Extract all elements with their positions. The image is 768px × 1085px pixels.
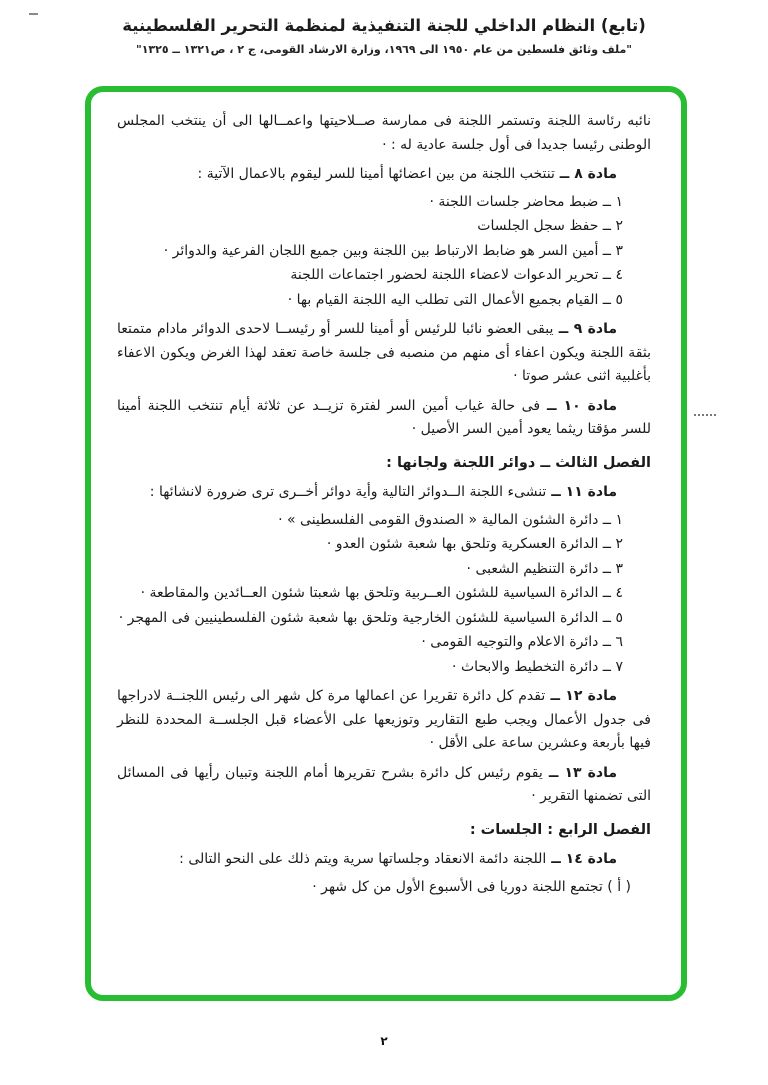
item-number: ٤ ــ <box>598 585 623 601</box>
item-number: ٣ ــ <box>598 560 623 577</box>
numbered-list-item: ٥ ــ الدائرة السياسية للشئون الخارجية وتلحق بها شعبة شئون الفلسطينيين فى المهجر · <box>118 609 623 626</box>
item-number: ٦ ــ <box>598 634 623 650</box>
numbered-list-item: ١ ــ ضبط محاضر جلسات اللجنة · <box>429 193 623 210</box>
item-number: ٢ ــ <box>598 218 623 234</box>
article-label: مادة ١١ ــ <box>546 484 617 500</box>
document-body <box>91 92 681 899</box>
numbered-list-item: ٤ ــ تحرير الدعوات لاعضاء اللجنة لحضور اجتماعات اللجنة <box>290 267 623 283</box>
chapter-heading: الفصل الرابع : الجلسات : <box>469 821 651 838</box>
body-paragraph: نائبه رئاسة اللجنة وتستمر اللجنة فى ممارسة صــلاحيتها واعمــالها الى أن ينتخب المجلس الوطنى رئيسا جديدا فى أول جلسة عادية له : · <box>117 113 651 153</box>
article-label: مادة ١٠ ــ <box>540 397 617 414</box>
scan-artifact-top-left <box>29 13 38 15</box>
article-label: مادة ١٢ ــ <box>545 688 618 704</box>
item-number: ٢ ــ <box>598 536 623 552</box>
item-number: ١ ــ <box>598 193 623 210</box>
article-paragraph: مادة ١٢ ــ تقدم كل دائرة تقريرا عن اعمالها مرة كل شهر الى رئيس اللجنــة لادراجها فى جدول الأعمال ويجب طبع التقارير وتوزيعها على الأعضاء قبل الجلســة المحددة للنظر فيها بأربعة وعشرين ساعة على الأقل · <box>117 688 651 751</box>
item-number: ٥ ــ <box>598 291 623 308</box>
numbered-list-item: ٢ ــ حفظ سجل الجلسات <box>477 218 623 234</box>
article-label: مادة ٩ ــ <box>553 321 617 337</box>
chapter-heading: الفصل الثالث ــ دوائر اللجنة ولجانها : <box>386 454 651 471</box>
article-paragraph: مادة ١٤ ــ اللجنة دائمة الانعقاد وجلساتها سرية ويتم ذلك على النحو التالى : <box>179 851 617 867</box>
article-label: مادة ١٤ ــ <box>546 851 617 867</box>
article-paragraph: مادة ١١ ــ تنشىء اللجنة الــدوائر التالية وأية دوائر أخــرى ترى ضرورة لانشائها : <box>149 484 617 500</box>
article-label: مادة ١٣ ــ <box>542 764 617 781</box>
numbered-list-item: ٥ ــ القيام بجميع الأعمال التى تطلب اليه اللجنة القيام بها · <box>287 291 623 308</box>
item-number: ( أ ) <box>602 878 631 895</box>
numbered-list-item: ٤ ــ الدائرة السياسية للشئون العــربية وتلحق بها شعبتا شئون العــائدين والمقاطعة · <box>140 585 623 601</box>
source-citation: "ملف وثائق فلسطين من عام ١٩٥٠ الى ١٩٦٩، وزارة الارشاد القومى، ج ٢ ، ص١٣٢١ ــ ١٣٢٥" <box>135 43 632 56</box>
lettered-sub-item: ( أ ) تجتمع اللجنة دوريا فى الأسبوع الأول من كل شهر · <box>312 878 631 895</box>
green-border-frame <box>85 86 687 1001</box>
numbered-list-item: ٦ ــ دائرة الاعلام والتوجيه القومى · <box>421 634 623 650</box>
item-number: ٥ ــ <box>598 609 623 626</box>
item-number: ٧ ــ <box>598 658 623 675</box>
document-title: (تابع) النظام الداخلي للجنة التنفيذية لمنظمة التحرير الفلسطينية <box>122 16 646 35</box>
article-paragraph: مادة ٨ ــ تنتخب اللجنة من بين اعضائها أمينا للسر ليقوم بالاعمال الآتية : <box>197 166 617 182</box>
scan-artifact-right-margin <box>694 414 716 416</box>
numbered-list-item: ٢ ــ الدائرة العسكرية وتلحق بها شعبة شئون العدو · <box>326 536 623 552</box>
numbered-list-item: ٧ ــ دائرة التخطيط والابحاث · <box>452 658 623 675</box>
numbered-list-item: ١ ــ دائرة الشئون المالية « الصندوق القومى الفلسطينى » · <box>278 511 623 528</box>
article-paragraph: مادة ١٣ ــ يقوم رئيس كل دائرة بشرح تقريرها أمام اللجنة وتبيان رأيها فى المسائل التى تضمنها التقرير · <box>117 764 651 804</box>
item-number: ١ ــ <box>598 511 623 528</box>
item-number: ٤ ــ <box>598 267 623 283</box>
page-header <box>0 16 768 56</box>
item-number: ٣ ــ <box>598 242 623 259</box>
numbered-list-item: ٣ ــ أمين السر هو ضابط الارتباط بين اللجنة وبين جميع اللجان الفرعية والدوائر · <box>163 242 623 259</box>
article-paragraph: مادة ١٠ ــ فى حالة غياب أمين السر لفترة تزيــد عن ثلاثة أيام تنتخب اللجنة أمينا للسر مؤقتا ريثما يعود أمين السر الأصيل · <box>117 397 651 437</box>
article-paragraph: مادة ٩ ــ يبقى العضو نائبا للرئيس أو أمينا للسر أو رئيســا لاحدى الدوائر مادام متمتعا بثقة اللجنة ويكون اعفاء أى منهم من منصبه فى جلسة خاصة تعقد لهذا الغرض ويكون الاعفاء بأغلبية اثنى عشر صوتا · <box>117 321 651 384</box>
page-number: ٢ <box>380 1034 388 1048</box>
article-label: مادة ٨ ــ <box>554 166 617 182</box>
numbered-list-item: ٣ ــ دائرة التنظيم الشعبى · <box>466 560 623 577</box>
